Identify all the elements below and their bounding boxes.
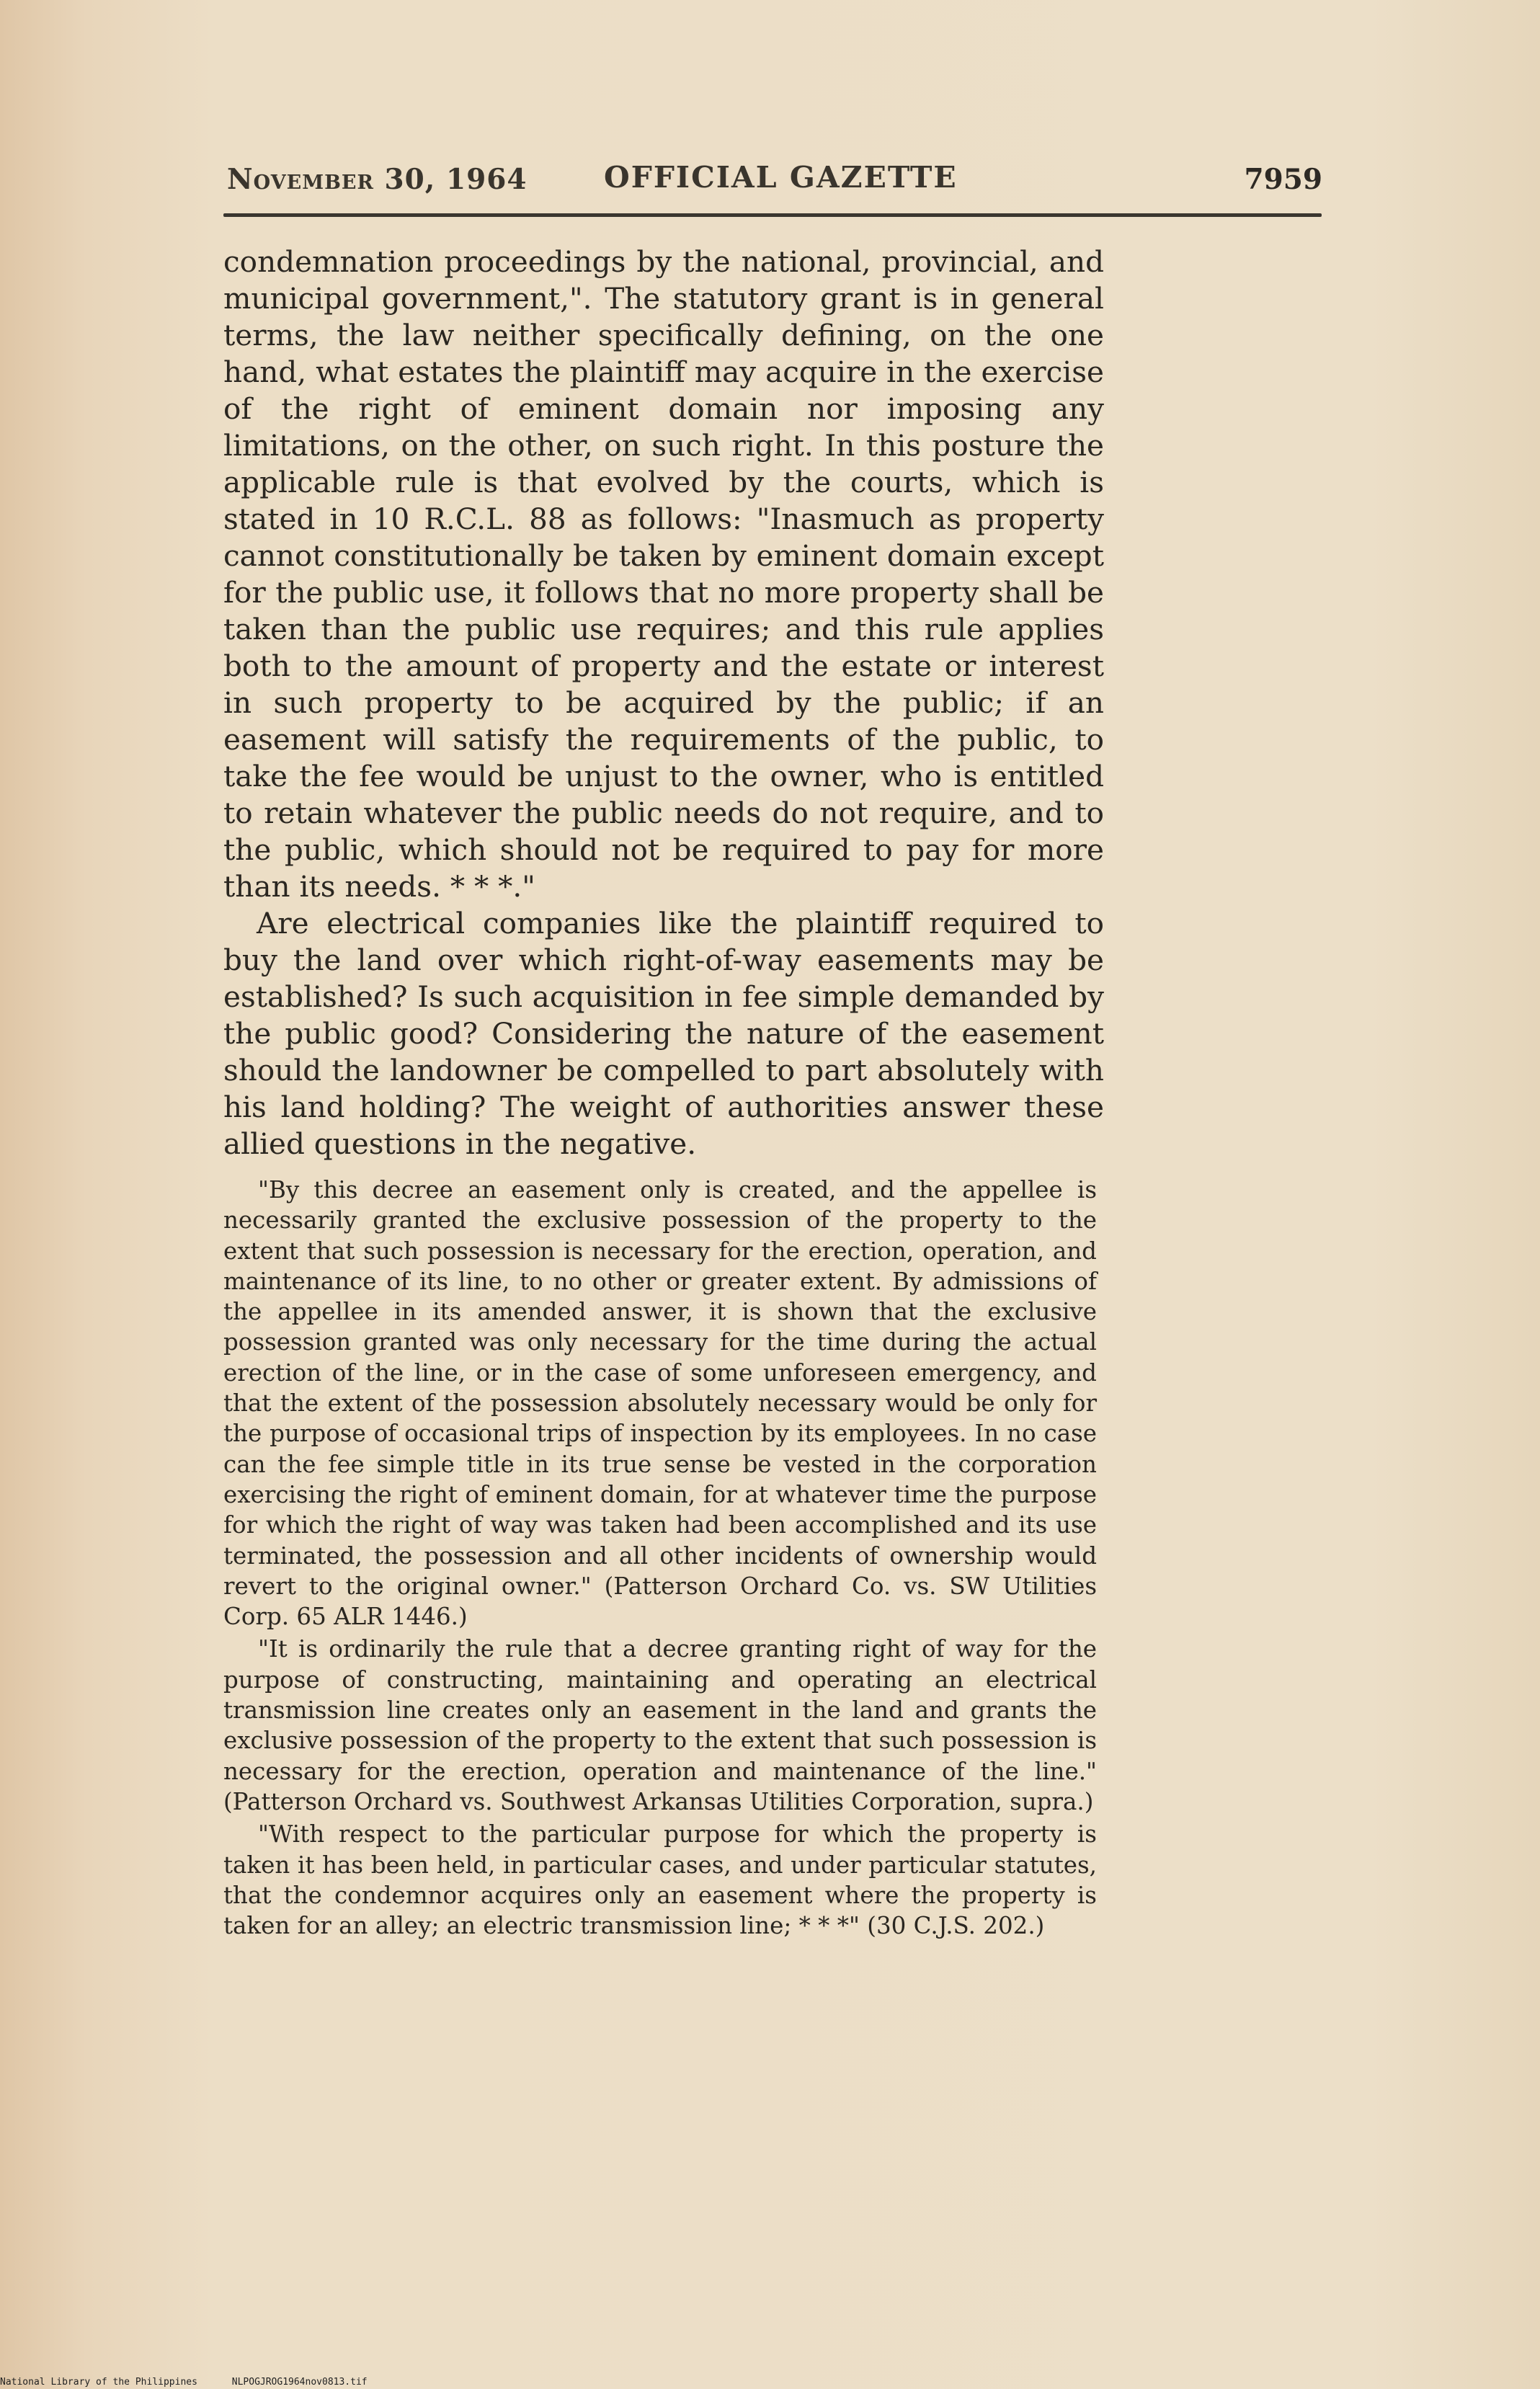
footer-library: National Library of the Philippines xyxy=(0,2377,197,2388)
quote-1: "By this decree an easement only is created, and the appellee is necessarily granted the exclusive possession of the property to the extent that such possession is necessary for the erection, operation, and maintenance of its line, to no other or greater extent. By admissions of the appellee in its amended answer, it is shown that the exclusive possession granted was only necessary for the time during the actual erection of the line, or in the case of some unforeseen emergency, and that the extent of the possession absolutely necessary would be only for the purpose of occasional trips of inspection by its employees. In no case can the fee simple title in its true sense be vested in the corporation exercising the right of eminent domain, for at whatever time the purpose for which the right of way was taken had been accomplished and its use terminated, the possession and all other incidents of ownership would revert to the original owner." (Patterson Orchard Co. vs. SW Utilities Corp. 65 ALR 1446.) xyxy=(223,1176,1097,1631)
body-paragraph-2: Are electrical companies like the plaintiff required to buy the land over which right-of-way easements may be established? Is such acquisition in fee simple demanded by the public good? Considering the nature of the easement should the landowner be compelled to part absolutely with his land holding? The weight of authorities answer these allied questions in the negative. xyxy=(223,906,1104,1161)
header-title: OFFICIAL GAZETTE xyxy=(604,160,958,195)
body-paragraph-1: condemnation proceedings by the national, provincial, and municipal government,". The statutory grant is in general terms, the law neither specifically defining, on the one hand, what estates the plaintiff may acquire in the exercise of the right of eminent domain nor imposing any limitations, on the other, on such right. In this posture the applicable rule is that evolved by the courts, which is stated in 10 R.C.L. 88 as follows: "Inasmuch as property cannot constitutionally be taken by eminent domain except for the public use, it follows that no more property shall be taken than the public use requires; and this rule applies both to the amount of property and the estate or interest in such property to be acquired by the public; if an easement will satisfy the requirements of the public, to take the fee would be unjust to the owner, who is entitled to retain whatever the public needs do not require, and to the public, which should not be required to pay for more than its needs. * * *." xyxy=(223,244,1104,904)
quote-2: "It is ordinarily the rule that a decree granting right of way for the purpose of constructing, maintaining and operating an electrical transmission line creates only an easement in the land and grants the exclusive possession of the property to the extent that such possession is necessary for the erection, operation and maintenance of the line." (Patterson Orchard vs. Southwest Arkansas Utilities Corporation, supra.) xyxy=(223,1635,1097,1815)
main-body xyxy=(223,244,1104,1162)
quote-3: "With respect to the particular purpose for which the property is taken it has been held, in particular cases, and under particular statutes, that the condemnor acquires only an easement where the property is taken for an alley; an electric transmission line; * * *" (30 C.J.S. 202.) xyxy=(223,1820,1097,1940)
footer-file: NLPOGJROG1964nov0813.tif xyxy=(231,2377,368,2388)
scan-footer xyxy=(0,2377,721,2389)
header-date: November 30, 1964 xyxy=(227,163,528,196)
page-header xyxy=(223,157,1322,200)
header-rule xyxy=(223,213,1322,217)
quoted-authorities xyxy=(223,1175,1097,1943)
header-page-number: 7959 xyxy=(1244,163,1322,196)
